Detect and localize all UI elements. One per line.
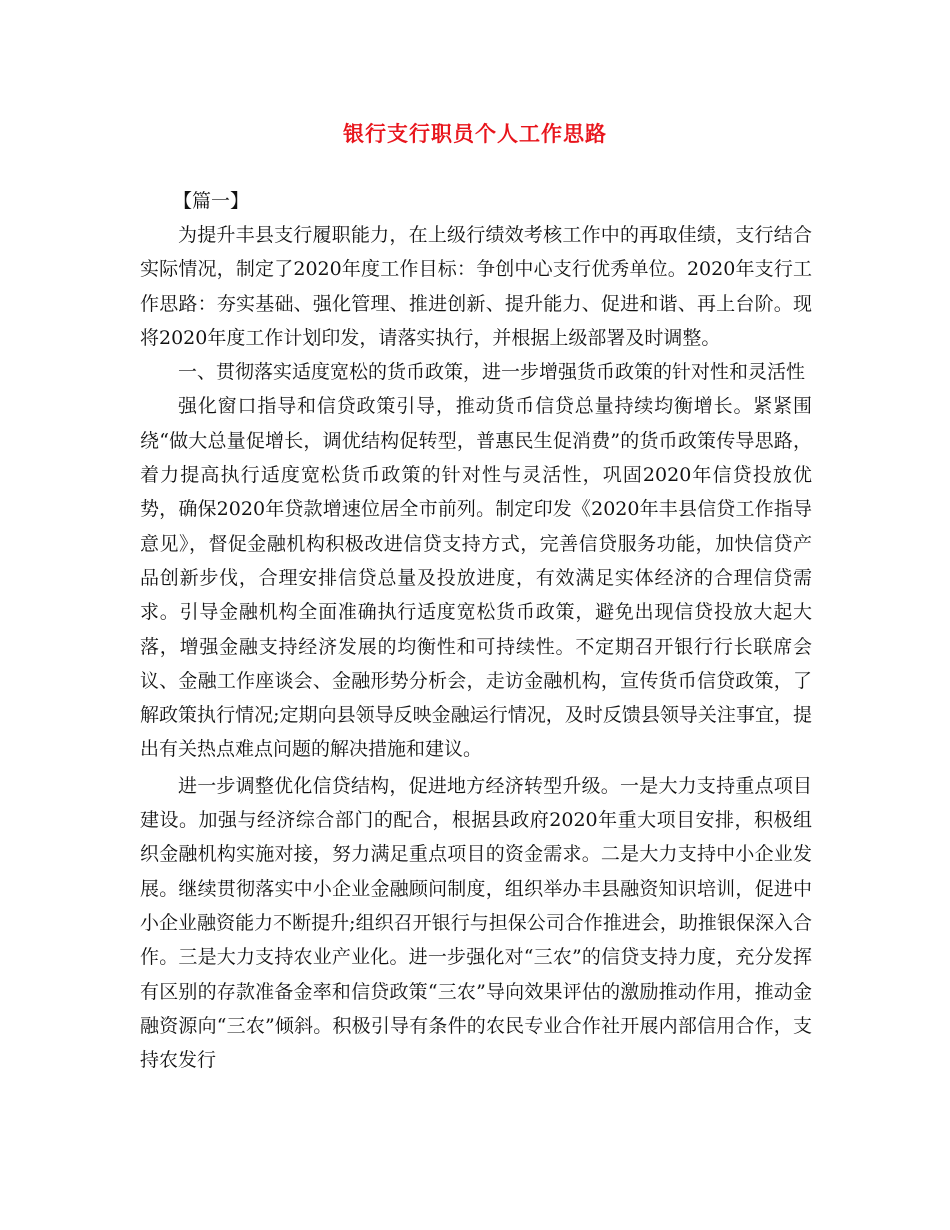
paragraph-credit-structure: 进一步调整优化信贷结构，促进地方经济转型升级。一是大力支持重点项目建设。加强与经济综合部门的配合，根据县政府2020年重大项目安排，积极组织金融机构实施对接，努力满足重点项目的资金需求。二是大力支持中小企业发展。继续贯彻落实中小企业金融顾问制度，组织举办丰县融资知识培训，促进中小企业融资能力不断提升;组织召开银行与担保公司合作推进会，助推银保深入合作。三是大力支持农业产业化。进一步强化对“三农”的信贷支持力度，充分发挥有区别的存款准备金率和信贷政策“三农”导向效果评估的激励推动作用，推动金融资源向“三农”倾斜。积极引导有条件的农民专业合作社开展内部信用合作，支持农发行 — [140, 774, 812, 1072]
paragraph-intro: 为提升丰县支行履职能力，在上级行绩效考核工作中的再取佳绩，支行结合实际情况，制定了2020年度工作目标：争创中心支行优秀单位。2020年支行工作思路：夯实基础、强化管理、推进创新、提升能力、促进和谐、再上台阶。现将2020年度工作计划印发，请落实执行，并根据上级部署及时调整。 — [140, 224, 812, 349]
section-heading-1: 一、贯彻落实适度宽松的货币政策，进一步增强货币政策的针对性和灵活性 — [178, 361, 806, 384]
document-body — [140, 184, 812, 1077]
paragraph-credit-guidance: 强化窗口指导和信贷政策引导，推动货币信贷总量持续均衡增长。紧紧围绕“做大总量促增长，调优结构促转型，普惠民生促消费”的货币政策传导思路，着力提高执行适度宽松货币政策的针对性与灵活性，巩固2020年信贷投放优势，确保2020年贷款增速位居全市前列。制定印发《2020年丰县信贷工作指导意见》，督促金融机构积极改进信贷支持方式，完善信贷服务功能，加快信贷产品创新步伐，合理安排信贷总量及投放进度，有效满足实体经济的合理信贷需求。引导金融机构全面准确执行适度宽松货币政策，避免出现信贷投放大起大落，增强金融支持经济发展的均衡性和可持续性。不定期召开银行行长联席会议、金融工作座谈会、金融形势分析会，走访金融机构，宣传货币信贷政策，了解政策执行情况;定期向县领导反映金融运行情况，及时反馈县领导关注事宜，提出有关热点难点问题的解决措施和建议。 — [140, 395, 812, 761]
section-label: 【篇一】 — [173, 190, 250, 212]
document-title: 银行支行职员个人工作思路 — [343, 121, 607, 146]
